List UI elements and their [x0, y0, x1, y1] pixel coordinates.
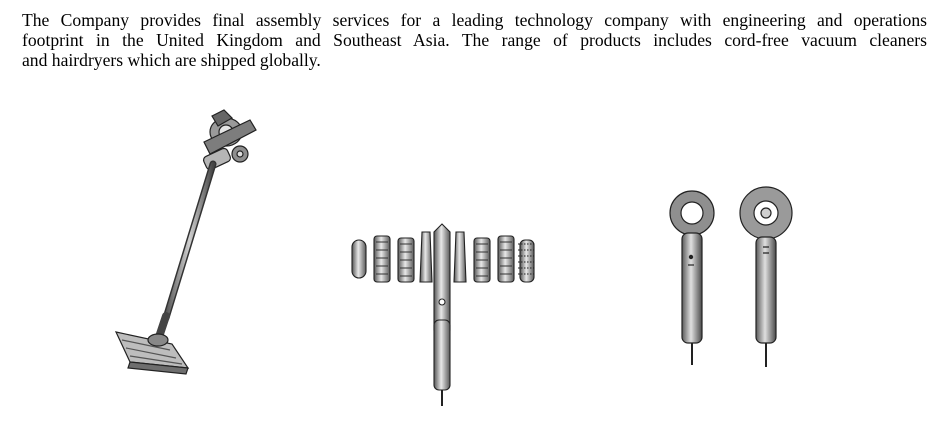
paragraph-line-3: and hairdryers which are shipped globally. — [22, 50, 321, 70]
paragraph-line-2: footprint in the United Kingdom and Southeast Asia. The range of products includes cord-free vacuum cleaners — [22, 30, 927, 50]
paragraph-line-1: The Company provides final assembly services for a leading technology company with engineering and operations — [22, 10, 927, 30]
hair-styler-icon — [270, 210, 610, 410]
vacuum-cleaner-icon — [100, 100, 270, 390]
hairdryers-icon — [660, 185, 810, 375]
body-paragraph — [22, 10, 927, 70]
